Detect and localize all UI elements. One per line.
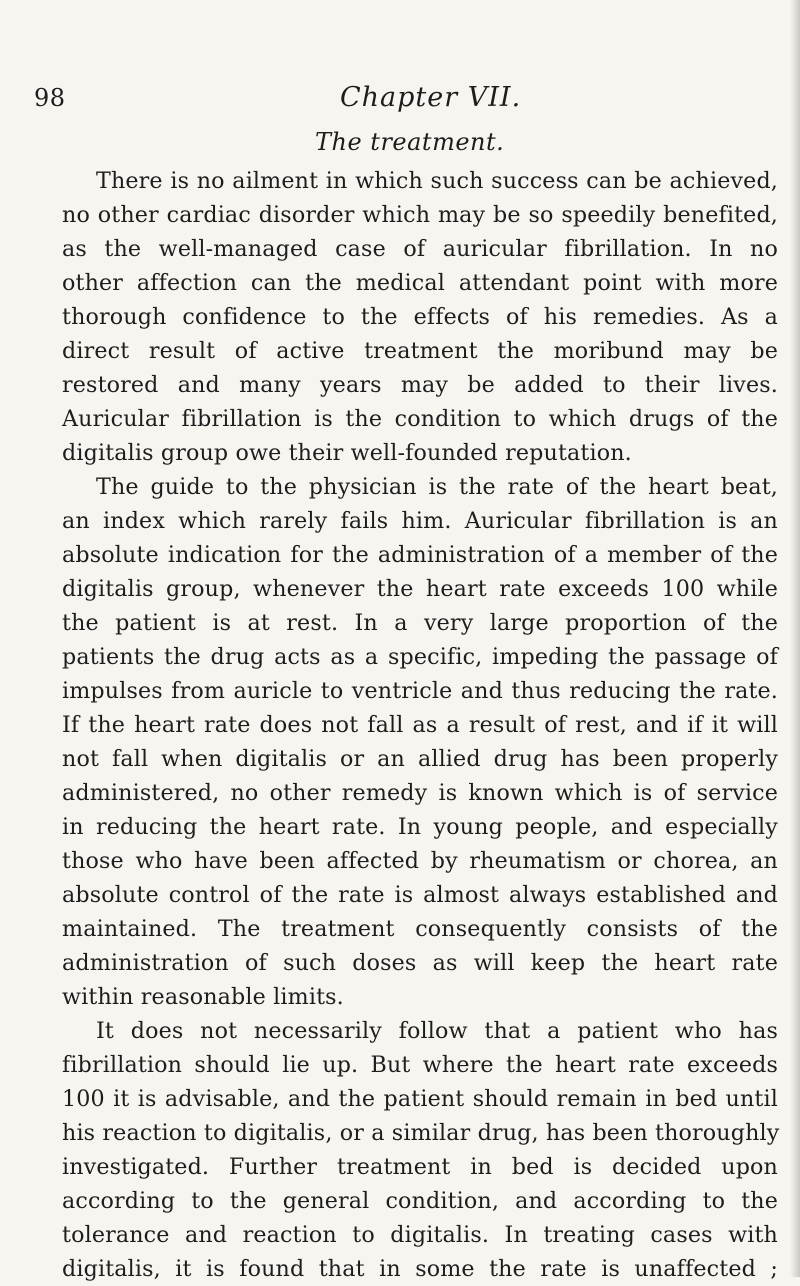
text-line: not fall when digitalis or an allied drug has been properly bbox=[62, 746, 778, 772]
text-line: The guide to the physician is the rate of the heart beat, bbox=[96, 474, 778, 500]
text-line: It does not necessarily follow that a patient who has bbox=[96, 1018, 778, 1044]
text-line: digitalis group owe their well-founded reputation. bbox=[62, 440, 632, 466]
text-line: administered, no other remedy is known which is of service bbox=[62, 780, 778, 806]
text-line: an index which rarely fails him. Auricular fibrillation is an bbox=[62, 508, 778, 534]
text-line: Auricular fibrillation is the condition to which drugs of the bbox=[62, 406, 778, 432]
text-line: If the heart rate does not fall as a result of rest, and if it will bbox=[62, 712, 778, 738]
text-line: according to the general condition, and according to the bbox=[62, 1188, 778, 1214]
page-number: 98 bbox=[34, 84, 66, 112]
text-line: restored and many years may be added to their lives. bbox=[62, 372, 778, 398]
text-line: absolute indication for the administration of a member of the bbox=[62, 542, 778, 568]
text-line: digitalis group, whenever the heart rate exceeds 100 while bbox=[62, 576, 778, 602]
text-line: There is no ailment in which such success can be achieved, bbox=[96, 168, 778, 194]
text-line: those who have been affected by rheumatism or chorea, an bbox=[62, 848, 778, 874]
text-line: fibrillation should lie up. But where the heart rate exceeds bbox=[62, 1052, 778, 1078]
text-line: absolute control of the rate is almost always established and bbox=[62, 882, 778, 908]
text-line: no other cardiac disorder which may be so speedily benefited, bbox=[62, 202, 778, 228]
text-line: other affection can the medical attendant point with more bbox=[62, 270, 778, 296]
text-line: in reducing the heart rate. In young people, and especially bbox=[62, 814, 778, 840]
chapter-heading: Chapter VII. bbox=[340, 82, 522, 113]
text-line: tolerance and reaction to digitalis. In treating cases with bbox=[62, 1222, 778, 1248]
text-line: within reasonable limits. bbox=[62, 984, 344, 1010]
text-line: direct result of active treatment the moribund may be bbox=[62, 338, 778, 364]
text-line: digitalis, it is found that in some the rate is unaffected ; bbox=[62, 1256, 778, 1282]
text-line: maintained. The treatment consequently consists of the bbox=[62, 916, 778, 942]
text-line: patients the drug acts as a specific, impeding the passage of bbox=[62, 644, 778, 670]
text-line: thorough confidence to the effects of his remedies. As a bbox=[62, 304, 778, 330]
section-title: The treatment. bbox=[315, 128, 505, 156]
page-edge-shadow bbox=[790, 0, 800, 1277]
text-line: his reaction to digitalis, or a similar drug, has been thoroughly bbox=[62, 1120, 780, 1146]
text-line: as the well-managed case of auricular fibrillation. In no bbox=[62, 236, 778, 262]
text-line: 100 it is advisable, and the patient should remain in bed until bbox=[62, 1086, 778, 1112]
body-text bbox=[62, 164, 778, 1286]
text-line: impulses from auricle to ventricle and thus reducing the rate. bbox=[62, 678, 778, 704]
text-line: the patient is at rest. In a very large proportion of the bbox=[62, 610, 778, 636]
text-line: administration of such doses as will keep the heart rate bbox=[62, 950, 778, 976]
text-line: investigated. Further treatment in bed is decided upon bbox=[62, 1154, 778, 1180]
